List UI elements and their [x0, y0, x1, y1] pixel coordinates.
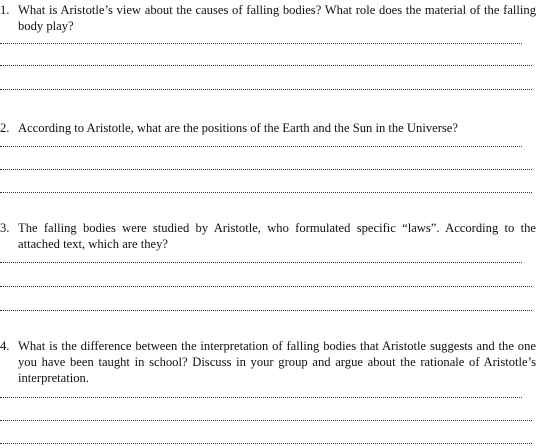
question-text: The falling bodies were studied by Aristotle, who formulated specific “laws”. According to the attached text, which are they? [18, 221, 536, 251]
question-number: 2. [0, 121, 10, 135]
answer-line[interactable] [0, 88, 532, 90]
question-2-text-block [0, 120, 536, 136]
answer-line[interactable] [0, 42, 522, 44]
question-text: What is the difference between the interpretation of falling bodies that Aristotle suggests and the one you have been taught in school? Discuss in your group and argue about the rationale of Aristotle’s interpretation. [18, 339, 536, 385]
answer-line[interactable] [0, 419, 532, 421]
answer-line[interactable] [0, 64, 532, 66]
question-1 [0, 2, 536, 34]
answer-line[interactable] [0, 396, 522, 398]
question-number: 3. [0, 221, 10, 235]
question-4-text-block [0, 338, 536, 386]
question-3-text-block [0, 220, 536, 252]
answer-line[interactable] [0, 285, 532, 287]
question-2 [0, 120, 536, 136]
question-number: 1. [0, 3, 10, 17]
answer-line[interactable] [0, 168, 532, 170]
answer-line[interactable] [0, 261, 522, 263]
question-number: 4. [0, 339, 10, 353]
question-1-text-block [0, 2, 536, 34]
answer-line[interactable] [0, 309, 532, 311]
answer-line[interactable] [0, 442, 532, 444]
answer-line[interactable] [0, 191, 532, 193]
question-4 [0, 338, 536, 386]
question-3 [0, 220, 536, 252]
question-text: What is Aristotle’s view about the causes of falling bodies? What role does the material of the falling body play? [18, 3, 536, 33]
question-text: According to Aristotle, what are the positions of the Earth and the Sun in the Universe? [18, 121, 458, 135]
answer-line[interactable] [0, 145, 522, 147]
